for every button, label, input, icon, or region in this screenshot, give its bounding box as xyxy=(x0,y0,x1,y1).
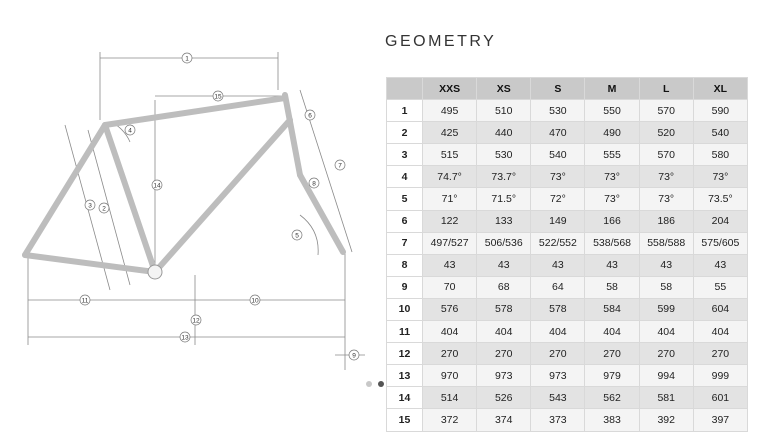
table-cell: 270 xyxy=(639,343,693,365)
table-cell: 397 xyxy=(693,409,747,431)
table-cell: 506/536 xyxy=(477,232,531,254)
dim-label-8 xyxy=(309,178,319,188)
table-cell: 578 xyxy=(531,298,585,320)
table-cell: 270 xyxy=(531,343,585,365)
svg-text:1: 1 xyxy=(185,55,189,63)
table-cell: 70 xyxy=(423,276,477,298)
row-label: 5 xyxy=(387,188,423,210)
table-cell: 538/568 xyxy=(585,232,639,254)
row-label: 9 xyxy=(387,276,423,298)
table-cell: 270 xyxy=(477,343,531,365)
svg-text:5: 5 xyxy=(295,232,299,240)
table-row xyxy=(387,254,748,276)
table-cell: 186 xyxy=(639,210,693,232)
table-cell: 578 xyxy=(477,298,531,320)
row-label: 2 xyxy=(387,122,423,144)
table-cell: 43 xyxy=(477,254,531,276)
table-cell: 404 xyxy=(693,321,747,343)
table-row xyxy=(387,188,748,210)
table-cell: 979 xyxy=(585,365,639,387)
svg-text:7: 7 xyxy=(338,162,342,170)
table-cell: 520 xyxy=(639,122,693,144)
table-cell: 43 xyxy=(639,254,693,276)
fork xyxy=(300,175,343,252)
row-label: 12 xyxy=(387,343,423,365)
table-cell: 72° xyxy=(531,188,585,210)
table-row xyxy=(387,276,748,298)
dim-label-10 xyxy=(250,295,260,305)
table-cell: 404 xyxy=(639,321,693,343)
table-cell: 73° xyxy=(585,188,639,210)
svg-text:3: 3 xyxy=(88,202,92,210)
row-label: 13 xyxy=(387,365,423,387)
carousel-dot[interactable] xyxy=(366,381,372,387)
table-cell: 510 xyxy=(477,100,531,122)
table-cell: 543 xyxy=(531,387,585,409)
table-cell: 58 xyxy=(639,276,693,298)
svg-text:9: 9 xyxy=(352,352,356,360)
table-cell: 374 xyxy=(477,409,531,431)
dim-label-5 xyxy=(292,230,302,240)
carousel-dots xyxy=(366,381,384,387)
table-cell: 604 xyxy=(693,298,747,320)
table-cell: 166 xyxy=(585,210,639,232)
size-header-s: S xyxy=(531,78,585,100)
bottom-bracket xyxy=(148,265,162,279)
row-label: 10 xyxy=(387,298,423,320)
table-cell: 540 xyxy=(531,144,585,166)
dim-5-arc xyxy=(300,215,318,255)
table-cell: 43 xyxy=(531,254,585,276)
table-cell: 43 xyxy=(585,254,639,276)
table-cell: 601 xyxy=(693,387,747,409)
row-label: 15 xyxy=(387,409,423,431)
down-tube xyxy=(155,120,290,272)
dim-label-11 xyxy=(80,295,90,305)
table-cell: 558/588 xyxy=(639,232,693,254)
table-cell: 43 xyxy=(693,254,747,276)
table-cell: 515 xyxy=(423,144,477,166)
table-cell: 540 xyxy=(693,122,747,144)
table-cell: 270 xyxy=(423,343,477,365)
svg-text:15: 15 xyxy=(214,93,222,101)
table-cell: 495 xyxy=(423,100,477,122)
table-cell: 68 xyxy=(477,276,531,298)
table-cell: 73° xyxy=(585,166,639,188)
head-tube xyxy=(285,95,300,175)
table-cell: 149 xyxy=(531,210,585,232)
table-row xyxy=(387,365,748,387)
size-header-xl: XL xyxy=(693,78,747,100)
table-row xyxy=(387,387,748,409)
table-row xyxy=(387,343,748,365)
table-cell: 973 xyxy=(477,365,531,387)
table-cell: 530 xyxy=(477,144,531,166)
table-cell: 497/527 xyxy=(423,232,477,254)
table-cell: 576 xyxy=(423,298,477,320)
table-cell: 530 xyxy=(531,100,585,122)
svg-text:10: 10 xyxy=(251,297,259,305)
svg-text:6: 6 xyxy=(308,112,312,120)
table-row xyxy=(387,409,748,431)
table-cell: 73° xyxy=(639,166,693,188)
row-label: 11 xyxy=(387,321,423,343)
row-label: 14 xyxy=(387,387,423,409)
table-cell: 973 xyxy=(531,365,585,387)
table-cell: 581 xyxy=(639,387,693,409)
size-header-m: M xyxy=(585,78,639,100)
table-cell: 470 xyxy=(531,122,585,144)
table-cell: 994 xyxy=(639,365,693,387)
table-cell: 404 xyxy=(477,321,531,343)
table-row xyxy=(387,100,748,122)
dim-label-2 xyxy=(99,203,109,213)
table-row xyxy=(387,321,748,343)
table-cell: 999 xyxy=(693,365,747,387)
dim-label-14 xyxy=(152,180,162,190)
size-header-xxs: XXS xyxy=(423,78,477,100)
table-cell: 599 xyxy=(639,298,693,320)
bike-frame-diagram xyxy=(0,0,380,403)
table-cell: 514 xyxy=(423,387,477,409)
svg-text:11: 11 xyxy=(81,297,89,305)
table-cell: 43 xyxy=(423,254,477,276)
dim-label-3 xyxy=(85,200,95,210)
table-cell: 74.7° xyxy=(423,166,477,188)
table-cell: 404 xyxy=(585,321,639,343)
table-cell: 73.7° xyxy=(477,166,531,188)
table-cell: 372 xyxy=(423,409,477,431)
row-label: 3 xyxy=(387,144,423,166)
table-row xyxy=(387,298,748,320)
table-cell: 383 xyxy=(585,409,639,431)
table-cell: 425 xyxy=(423,122,477,144)
chain-stay xyxy=(25,255,155,272)
table-cell: 570 xyxy=(639,144,693,166)
dim-label-9 xyxy=(349,350,359,360)
table-cell: 522/552 xyxy=(531,232,585,254)
dim-label-1 xyxy=(182,53,192,63)
table-cell: 270 xyxy=(585,343,639,365)
table-cell: 404 xyxy=(531,321,585,343)
svg-text:4: 4 xyxy=(128,127,132,135)
row-label: 1 xyxy=(387,100,423,122)
table-cell: 73° xyxy=(531,166,585,188)
svg-text:14: 14 xyxy=(153,182,161,190)
dim-label-4 xyxy=(125,125,135,135)
table-row xyxy=(387,232,748,254)
top-tube xyxy=(105,98,285,125)
dim-label-7 xyxy=(335,160,345,170)
table-cell: 58 xyxy=(585,276,639,298)
table-cell: 440 xyxy=(477,122,531,144)
table-cell: 404 xyxy=(423,321,477,343)
table-cell: 73.5° xyxy=(693,188,747,210)
row-label: 7 xyxy=(387,232,423,254)
table-cell: 562 xyxy=(585,387,639,409)
dim-label-6 xyxy=(305,110,315,120)
table-cell: 580 xyxy=(693,144,747,166)
svg-text:2: 2 xyxy=(102,205,106,213)
table-row xyxy=(387,144,748,166)
table-cell: 575/605 xyxy=(693,232,747,254)
seat-stay xyxy=(25,125,105,255)
row-label: 8 xyxy=(387,254,423,276)
table-cell: 64 xyxy=(531,276,585,298)
table-cell: 73° xyxy=(639,188,693,210)
table-cell: 550 xyxy=(585,100,639,122)
size-header-row xyxy=(387,78,748,100)
carousel-dot-active[interactable] xyxy=(378,381,384,387)
table-row xyxy=(387,122,748,144)
table-cell: 373 xyxy=(531,409,585,431)
dim-label-15 xyxy=(213,91,223,101)
table-cell: 526 xyxy=(477,387,531,409)
table-cell: 270 xyxy=(693,343,747,365)
table-cell: 490 xyxy=(585,122,639,144)
svg-text:13: 13 xyxy=(181,334,189,342)
svg-text:8: 8 xyxy=(312,180,316,188)
table-cell: 584 xyxy=(585,298,639,320)
seat-tube xyxy=(105,125,155,272)
table-cell: 204 xyxy=(693,210,747,232)
table-cell: 570 xyxy=(639,100,693,122)
table-cell: 73° xyxy=(693,166,747,188)
table-row xyxy=(387,166,748,188)
table-cell: 55 xyxy=(693,276,747,298)
table-cell: 392 xyxy=(639,409,693,431)
dim-label-12 xyxy=(191,315,201,325)
size-header-xs: XS xyxy=(477,78,531,100)
row-label: 6 xyxy=(387,210,423,232)
table-cell: 71° xyxy=(423,188,477,210)
svg-text:12: 12 xyxy=(192,317,200,325)
row-label: 4 xyxy=(387,166,423,188)
table-row xyxy=(387,210,748,232)
table-cell: 133 xyxy=(477,210,531,232)
table-cell: 71.5° xyxy=(477,188,531,210)
dim-label-13 xyxy=(180,332,190,342)
table-cell: 590 xyxy=(693,100,747,122)
table-cell: 970 xyxy=(423,365,477,387)
header-corner xyxy=(387,78,423,100)
size-header-l: L xyxy=(639,78,693,100)
geometry-table xyxy=(386,77,748,432)
table-cell: 555 xyxy=(585,144,639,166)
table-cell: 122 xyxy=(423,210,477,232)
geometry-title: GEOMETRY xyxy=(385,33,497,50)
